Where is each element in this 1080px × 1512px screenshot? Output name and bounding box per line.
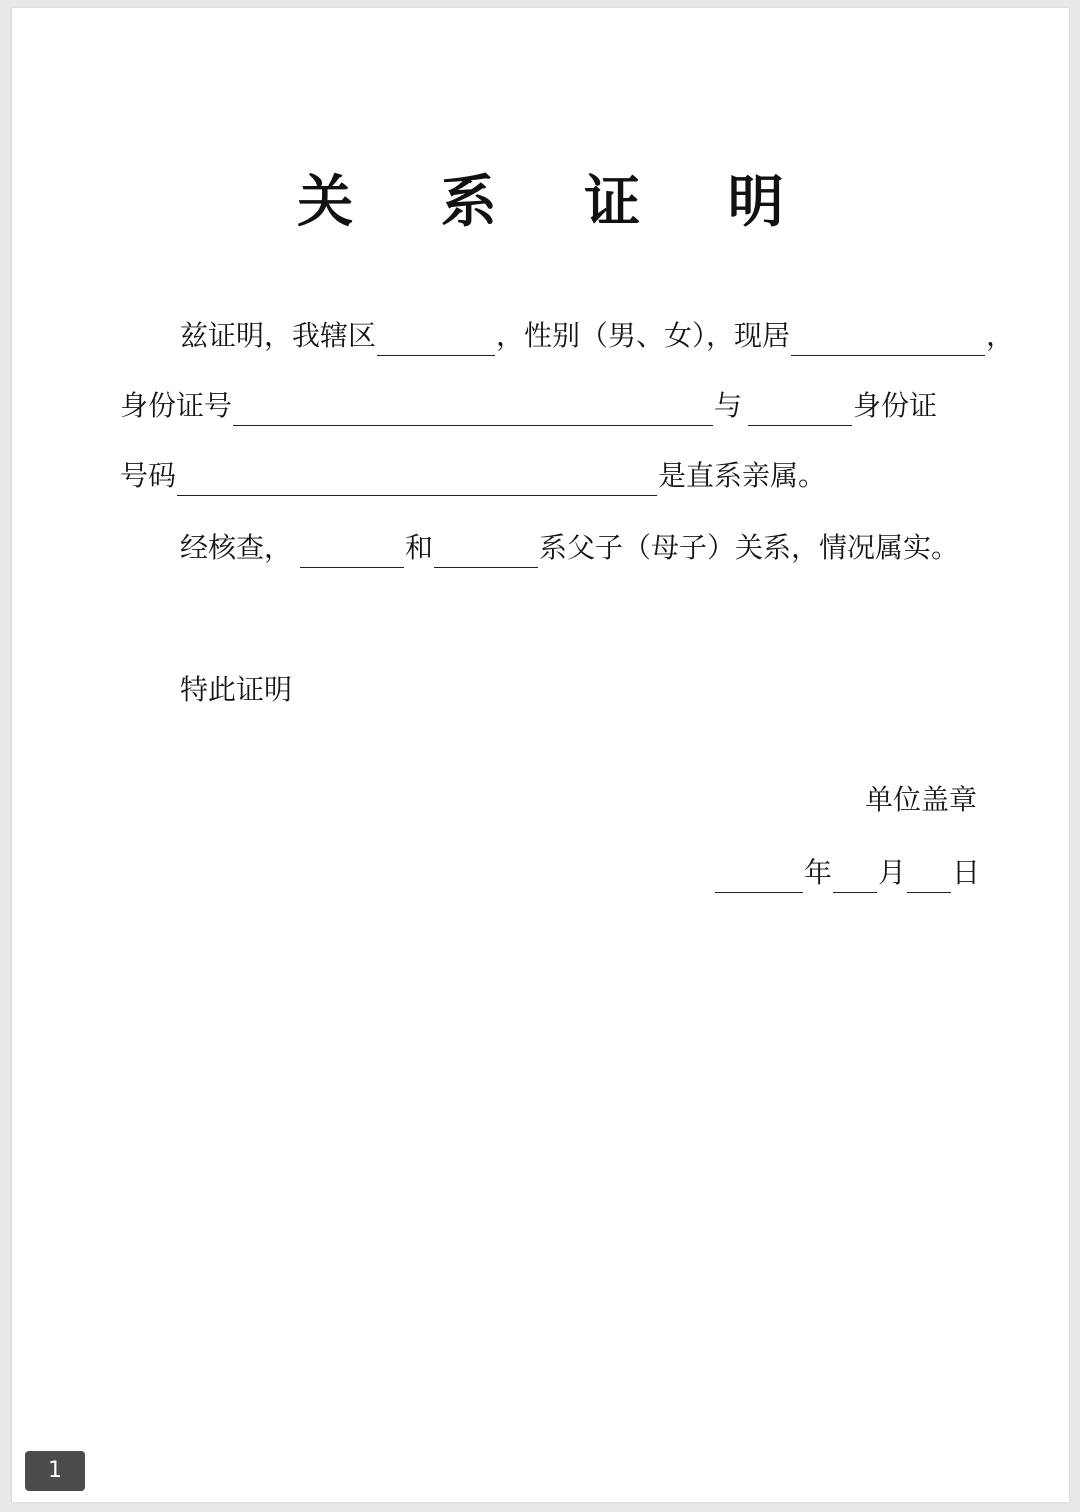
para3-text-b: 是直系亲属。 xyxy=(658,459,827,492)
seal-label: 单位盖章 xyxy=(865,783,978,816)
para2-text-b: 与 xyxy=(714,389,743,422)
para4-text-b: 和 xyxy=(405,531,434,564)
document-page xyxy=(12,8,1069,1502)
id-number-blank[interactable] xyxy=(233,393,713,426)
month-blank[interactable] xyxy=(833,860,877,893)
person-b-blank[interactable] xyxy=(434,535,538,568)
closing-text: 特此证明 xyxy=(180,673,293,706)
para2-text-a: 身份证号 xyxy=(120,389,233,422)
year-label: 年 xyxy=(804,856,833,889)
page-number-badge: 1 xyxy=(25,1451,85,1491)
residence-blank[interactable] xyxy=(791,323,985,356)
para2-text-c: 身份证 xyxy=(853,389,938,422)
year-blank[interactable] xyxy=(715,860,803,893)
para4-text-c: 系父子（母子）关系，情况属实。 xyxy=(539,531,960,564)
person-a-blank[interactable] xyxy=(300,535,404,568)
para4-text-a: 经核查， xyxy=(180,531,293,564)
date-line xyxy=(714,853,980,893)
paragraph-1 xyxy=(180,316,1014,356)
relative-id-number-blank[interactable] xyxy=(177,463,657,496)
day-label: 日 xyxy=(952,856,981,889)
document-title: 关 系 证 明 xyxy=(297,169,818,235)
paragraph-4 xyxy=(180,528,959,568)
para3-text-a: 号码 xyxy=(120,459,177,492)
paragraph-2 xyxy=(120,386,937,426)
day-blank[interactable] xyxy=(907,860,951,893)
para1-text-b: ，性别（男、女），现居 xyxy=(496,319,791,352)
para1-text-c: ， xyxy=(986,319,1015,352)
paragraph-3 xyxy=(120,456,826,496)
para1-text-a: 兹证明，我辖区 xyxy=(180,319,377,352)
name-blank[interactable] xyxy=(377,323,495,356)
relative-name-blank[interactable] xyxy=(748,393,852,426)
month-label: 月 xyxy=(878,856,907,889)
